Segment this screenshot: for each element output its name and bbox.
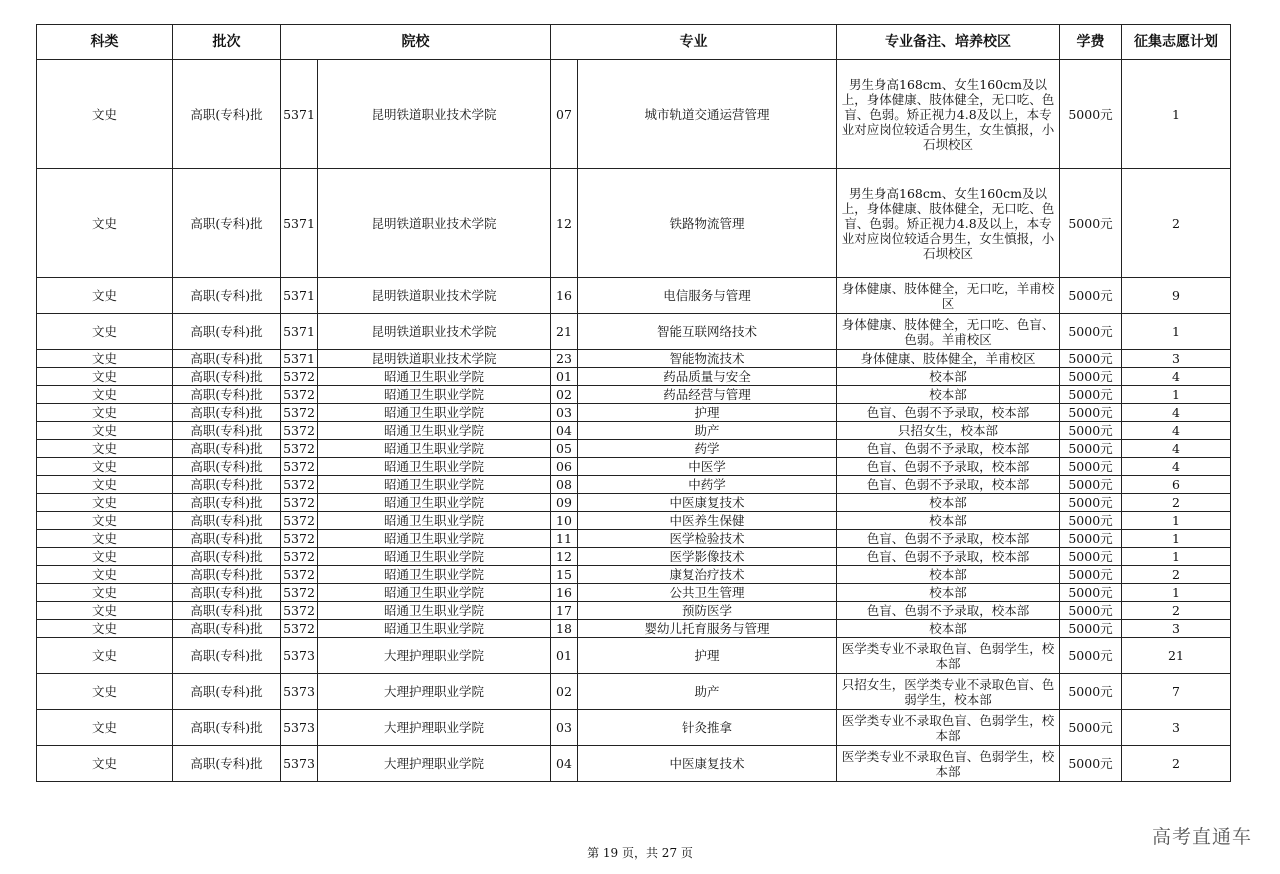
cell-note: 校本部 — [837, 494, 1060, 512]
cell-note: 只招女生，校本部 — [837, 422, 1060, 440]
cell-note: 身体健康、肢体健全，无口吃、色盲、色弱。羊甫校区 — [837, 314, 1060, 350]
cell-plan: 21 — [1122, 638, 1231, 674]
header-beizhu: 专业备注、培养校区 — [837, 25, 1060, 60]
cell-plan: 4 — [1122, 422, 1231, 440]
cell-school-code: 5372 — [281, 440, 318, 458]
cell-major-code: 04 — [551, 422, 578, 440]
cell-plan: 1 — [1122, 60, 1231, 169]
cell-major-code: 10 — [551, 512, 578, 530]
cell-major-code: 02 — [551, 674, 578, 710]
cell-kelei: 文史 — [37, 620, 173, 638]
cell-school: 昭通卫生职业学院 — [318, 368, 551, 386]
cell-school-code: 5372 — [281, 368, 318, 386]
cell-school-code: 5372 — [281, 494, 318, 512]
cell-major: 药品质量与安全 — [578, 368, 837, 386]
cell-fee: 5000元 — [1060, 169, 1122, 278]
cell-school-code: 5371 — [281, 60, 318, 169]
cell-kelei: 文史 — [37, 458, 173, 476]
watermark-logo: 高考直通车 — [1151, 826, 1252, 848]
cell-school: 昆明铁道职业技术学院 — [318, 60, 551, 169]
cell-major-code: 18 — [551, 620, 578, 638]
table-row — [37, 60, 1231, 169]
cell-major-code: 09 — [551, 494, 578, 512]
cell-school: 昭通卫生职业学院 — [318, 476, 551, 494]
cell-pici: 高职(专科)批 — [173, 422, 281, 440]
cell-fee: 5000元 — [1060, 458, 1122, 476]
cell-school-code: 5371 — [281, 314, 318, 350]
cell-school: 昭通卫生职业学院 — [318, 422, 551, 440]
cell-kelei: 文史 — [37, 566, 173, 584]
cell-major-code: 07 — [551, 60, 578, 169]
cell-plan: 3 — [1122, 620, 1231, 638]
cell-pici: 高职(专科)批 — [173, 476, 281, 494]
cell-note: 身体健康、肢体健全，无口吃，羊甫校区 — [837, 278, 1060, 314]
cell-major-code: 15 — [551, 566, 578, 584]
cell-pici: 高职(专科)批 — [173, 584, 281, 602]
cell-school: 昭通卫生职业学院 — [318, 530, 551, 548]
cell-major: 预防医学 — [578, 602, 837, 620]
cell-note: 男生身高168cm、女生160cm及以上，身体健康、肢体健全，无口吃、色盲、色弱。矫正视力4.8及以上，本专业对应岗位较适合男生，女生慎报，小石坝校区 — [837, 169, 1060, 278]
cell-school: 昭通卫生职业学院 — [318, 386, 551, 404]
cell-pici: 高职(专科)批 — [173, 746, 281, 782]
header-yuanxiao: 院校 — [281, 25, 551, 60]
cell-kelei: 文史 — [37, 368, 173, 386]
cell-fee: 5000元 — [1060, 512, 1122, 530]
cell-school: 昭通卫生职业学院 — [318, 548, 551, 566]
cell-school-code: 5373 — [281, 746, 318, 782]
cell-kelei: 文史 — [37, 350, 173, 368]
cell-school: 昆明铁道职业技术学院 — [318, 350, 551, 368]
table-row — [37, 404, 1231, 422]
cell-pici: 高职(专科)批 — [173, 530, 281, 548]
cell-major-code: 16 — [551, 278, 578, 314]
cell-major: 婴幼儿托育服务与管理 — [578, 620, 837, 638]
cell-kelei: 文史 — [37, 386, 173, 404]
cell-fee: 5000元 — [1060, 584, 1122, 602]
cell-major: 城市轨道交通运营管理 — [578, 60, 837, 169]
cell-major: 中医学 — [578, 458, 837, 476]
cell-school: 昭通卫生职业学院 — [318, 494, 551, 512]
table-row — [37, 602, 1231, 620]
cell-school-code: 5372 — [281, 404, 318, 422]
cell-kelei: 文史 — [37, 314, 173, 350]
table-row — [37, 458, 1231, 476]
cell-plan: 4 — [1122, 458, 1231, 476]
cell-note: 医学类专业不录取色盲、色弱学生，校本部 — [837, 710, 1060, 746]
cell-fee: 5000元 — [1060, 440, 1122, 458]
cell-major-code: 17 — [551, 602, 578, 620]
cell-note: 校本部 — [837, 620, 1060, 638]
cell-kelei: 文史 — [37, 512, 173, 530]
cell-school-code: 5372 — [281, 530, 318, 548]
cell-note: 男生身高168cm、女生160cm及以上，身体健康、肢体健全，无口吃、色盲、色弱。矫正视力4.8及以上，本专业对应岗位较适合男生，女生慎报，小石坝校区 — [837, 60, 1060, 169]
cell-major: 药学 — [578, 440, 837, 458]
cell-note: 校本部 — [837, 386, 1060, 404]
cell-pici: 高职(专科)批 — [173, 314, 281, 350]
table-row — [37, 548, 1231, 566]
cell-school: 昆明铁道职业技术学院 — [318, 314, 551, 350]
cell-kelei: 文史 — [37, 674, 173, 710]
cell-plan: 3 — [1122, 350, 1231, 368]
cell-kelei: 文史 — [37, 710, 173, 746]
cell-school: 昭通卫生职业学院 — [318, 602, 551, 620]
cell-fee: 5000元 — [1060, 60, 1122, 169]
table-row — [37, 710, 1231, 746]
cell-major: 护理 — [578, 404, 837, 422]
cell-major-code: 01 — [551, 638, 578, 674]
cell-kelei: 文史 — [37, 746, 173, 782]
cell-school-code: 5372 — [281, 476, 318, 494]
cell-major: 中医养生保健 — [578, 512, 837, 530]
cell-major: 康复治疗技术 — [578, 566, 837, 584]
cell-major: 医学检验技术 — [578, 530, 837, 548]
cell-kelei: 文史 — [37, 602, 173, 620]
cell-school-code: 5372 — [281, 566, 318, 584]
cell-plan: 7 — [1122, 674, 1231, 710]
table-row — [37, 476, 1231, 494]
cell-note: 色盲、色弱不予录取，校本部 — [837, 440, 1060, 458]
cell-pici: 高职(专科)批 — [173, 404, 281, 422]
table-row — [37, 422, 1231, 440]
cell-fee: 5000元 — [1060, 386, 1122, 404]
table-body — [37, 60, 1231, 782]
cell-major-code: 16 — [551, 584, 578, 602]
cell-note: 色盲、色弱不予录取，校本部 — [837, 602, 1060, 620]
cell-major-code: 04 — [551, 746, 578, 782]
cell-pici: 高职(专科)批 — [173, 548, 281, 566]
cell-fee: 5000元 — [1060, 674, 1122, 710]
cell-note: 医学类专业不录取色盲、色弱学生，校本部 — [837, 746, 1060, 782]
cell-kelei: 文史 — [37, 404, 173, 422]
cell-school-code: 5372 — [281, 458, 318, 476]
cell-major: 中医康复技术 — [578, 494, 837, 512]
table-row — [37, 530, 1231, 548]
cell-pici: 高职(专科)批 — [173, 368, 281, 386]
cell-major: 助产 — [578, 674, 837, 710]
table-row — [37, 620, 1231, 638]
table-row — [37, 350, 1231, 368]
cell-plan: 4 — [1122, 404, 1231, 422]
cell-pici: 高职(专科)批 — [173, 440, 281, 458]
cell-fee: 5000元 — [1060, 710, 1122, 746]
cell-school: 昭通卫生职业学院 — [318, 458, 551, 476]
cell-pici: 高职(专科)批 — [173, 710, 281, 746]
page-footer: 第 19 页，共 27 页 — [587, 846, 693, 860]
cell-kelei: 文史 — [37, 548, 173, 566]
cell-kelei: 文史 — [37, 440, 173, 458]
cell-major: 针灸推拿 — [578, 710, 837, 746]
cell-fee: 5000元 — [1060, 494, 1122, 512]
cell-plan: 2 — [1122, 602, 1231, 620]
cell-kelei: 文史 — [37, 494, 173, 512]
cell-note: 色盲、色弱不予录取，校本部 — [837, 476, 1060, 494]
cell-major: 公共卫生管理 — [578, 584, 837, 602]
cell-pici: 高职(专科)批 — [173, 458, 281, 476]
cell-pici: 高职(专科)批 — [173, 494, 281, 512]
cell-major-code: 08 — [551, 476, 578, 494]
cell-major: 铁路物流管理 — [578, 169, 837, 278]
cell-pici: 高职(专科)批 — [173, 386, 281, 404]
cell-pici: 高职(专科)批 — [173, 674, 281, 710]
cell-pici: 高职(专科)批 — [173, 169, 281, 278]
cell-kelei: 文史 — [37, 530, 173, 548]
cell-major-code: 03 — [551, 710, 578, 746]
table-row — [37, 278, 1231, 314]
cell-note: 校本部 — [837, 566, 1060, 584]
cell-note: 色盲、色弱不予录取，校本部 — [837, 404, 1060, 422]
cell-note: 色盲、色弱不予录取，校本部 — [837, 458, 1060, 476]
cell-plan: 9 — [1122, 278, 1231, 314]
cell-school: 大理护理职业学院 — [318, 710, 551, 746]
cell-kelei: 文史 — [37, 278, 173, 314]
header-pici: 批次 — [173, 25, 281, 60]
cell-fee: 5000元 — [1060, 566, 1122, 584]
cell-major: 助产 — [578, 422, 837, 440]
cell-school: 昭通卫生职业学院 — [318, 566, 551, 584]
cell-plan: 4 — [1122, 368, 1231, 386]
cell-school: 昆明铁道职业技术学院 — [318, 278, 551, 314]
cell-fee: 5000元 — [1060, 422, 1122, 440]
cell-major-code: 02 — [551, 386, 578, 404]
cell-school-code: 5372 — [281, 602, 318, 620]
cell-major-code: 12 — [551, 169, 578, 278]
cell-fee: 5000元 — [1060, 314, 1122, 350]
cell-major: 智能物流技术 — [578, 350, 837, 368]
cell-school: 大理护理职业学院 — [318, 674, 551, 710]
table-row — [37, 314, 1231, 350]
cell-kelei: 文史 — [37, 476, 173, 494]
cell-kelei: 文史 — [37, 60, 173, 169]
header-row — [37, 25, 1231, 60]
cell-fee: 5000元 — [1060, 404, 1122, 422]
cell-fee: 5000元 — [1060, 476, 1122, 494]
cell-fee: 5000元 — [1060, 602, 1122, 620]
admission-table — [36, 24, 1231, 782]
header-zhuanye: 专业 — [551, 25, 837, 60]
cell-kelei: 文史 — [37, 422, 173, 440]
cell-major-code: 05 — [551, 440, 578, 458]
cell-major-code: 01 — [551, 368, 578, 386]
cell-kelei: 文史 — [37, 584, 173, 602]
table-row — [37, 638, 1231, 674]
cell-pici: 高职(专科)批 — [173, 60, 281, 169]
cell-kelei: 文史 — [37, 638, 173, 674]
cell-plan: 2 — [1122, 566, 1231, 584]
cell-fee: 5000元 — [1060, 368, 1122, 386]
cell-school: 昭通卫生职业学院 — [318, 404, 551, 422]
cell-note: 色盲、色弱不予录取，校本部 — [837, 530, 1060, 548]
cell-school: 昭通卫生职业学院 — [318, 584, 551, 602]
cell-plan: 1 — [1122, 386, 1231, 404]
table-row — [37, 368, 1231, 386]
cell-major: 智能互联网络技术 — [578, 314, 837, 350]
table-row — [37, 494, 1231, 512]
cell-fee: 5000元 — [1060, 278, 1122, 314]
table-row — [37, 440, 1231, 458]
table-row — [37, 512, 1231, 530]
header-jihua: 征集志愿计划 — [1122, 25, 1231, 60]
cell-note: 校本部 — [837, 584, 1060, 602]
cell-school-code: 5372 — [281, 422, 318, 440]
cell-plan: 1 — [1122, 530, 1231, 548]
cell-plan: 4 — [1122, 440, 1231, 458]
cell-fee: 5000元 — [1060, 620, 1122, 638]
cell-major-code: 21 — [551, 314, 578, 350]
cell-plan: 6 — [1122, 476, 1231, 494]
cell-school: 大理护理职业学院 — [318, 746, 551, 782]
cell-major-code: 11 — [551, 530, 578, 548]
cell-note: 校本部 — [837, 512, 1060, 530]
cell-school-code: 5371 — [281, 169, 318, 278]
cell-note: 医学类专业不录取色盲、色弱学生，校本部 — [837, 638, 1060, 674]
table-row — [37, 674, 1231, 710]
cell-major: 护理 — [578, 638, 837, 674]
cell-plan: 3 — [1122, 710, 1231, 746]
cell-school-code: 5372 — [281, 386, 318, 404]
cell-major: 医学影像技术 — [578, 548, 837, 566]
cell-pici: 高职(专科)批 — [173, 620, 281, 638]
table-row — [37, 584, 1231, 602]
cell-note: 只招女生，医学类专业不录取色盲、色弱学生，校本部 — [837, 674, 1060, 710]
cell-plan: 1 — [1122, 314, 1231, 350]
cell-fee: 5000元 — [1060, 638, 1122, 674]
cell-school: 昭通卫生职业学院 — [318, 620, 551, 638]
cell-note: 色盲、色弱不予录取，校本部 — [837, 548, 1060, 566]
cell-plan: 2 — [1122, 746, 1231, 782]
cell-pici: 高职(专科)批 — [173, 602, 281, 620]
header-xuefei: 学费 — [1060, 25, 1122, 60]
cell-major-code: 06 — [551, 458, 578, 476]
cell-school: 昭通卫生职业学院 — [318, 512, 551, 530]
cell-school-code: 5371 — [281, 278, 318, 314]
cell-fee: 5000元 — [1060, 530, 1122, 548]
cell-pici: 高职(专科)批 — [173, 566, 281, 584]
cell-school-code: 5372 — [281, 584, 318, 602]
cell-school: 大理护理职业学院 — [318, 638, 551, 674]
cell-plan: 2 — [1122, 494, 1231, 512]
cell-plan: 1 — [1122, 584, 1231, 602]
cell-school-code: 5373 — [281, 638, 318, 674]
cell-fee: 5000元 — [1060, 350, 1122, 368]
cell-major-code: 03 — [551, 404, 578, 422]
table-row — [37, 566, 1231, 584]
table-row — [37, 386, 1231, 404]
cell-school-code: 5372 — [281, 512, 318, 530]
cell-pici: 高职(专科)批 — [173, 638, 281, 674]
cell-kelei: 文史 — [37, 169, 173, 278]
cell-pici: 高职(专科)批 — [173, 512, 281, 530]
cell-school-code: 5372 — [281, 620, 318, 638]
cell-pici: 高职(专科)批 — [173, 350, 281, 368]
cell-major-code: 23 — [551, 350, 578, 368]
cell-note: 校本部 — [837, 368, 1060, 386]
cell-school-code: 5371 — [281, 350, 318, 368]
cell-major: 电信服务与管理 — [578, 278, 837, 314]
table-row — [37, 746, 1231, 782]
header-kelei: 科类 — [37, 25, 173, 60]
cell-major: 中医康复技术 — [578, 746, 837, 782]
table-row — [37, 169, 1231, 278]
cell-pici: 高职(专科)批 — [173, 278, 281, 314]
cell-major-code: 12 — [551, 548, 578, 566]
cell-plan: 1 — [1122, 512, 1231, 530]
cell-major: 中药学 — [578, 476, 837, 494]
cell-school-code: 5372 — [281, 548, 318, 566]
cell-plan: 1 — [1122, 548, 1231, 566]
cell-major: 药品经营与管理 — [578, 386, 837, 404]
cell-plan: 2 — [1122, 169, 1231, 278]
cell-school: 昆明铁道职业技术学院 — [318, 169, 551, 278]
cell-fee: 5000元 — [1060, 548, 1122, 566]
cell-fee: 5000元 — [1060, 746, 1122, 782]
cell-note: 身体健康、肢体健全，羊甫校区 — [837, 350, 1060, 368]
cell-school-code: 5373 — [281, 710, 318, 746]
cell-school: 昭通卫生职业学院 — [318, 440, 551, 458]
cell-school-code: 5373 — [281, 674, 318, 710]
